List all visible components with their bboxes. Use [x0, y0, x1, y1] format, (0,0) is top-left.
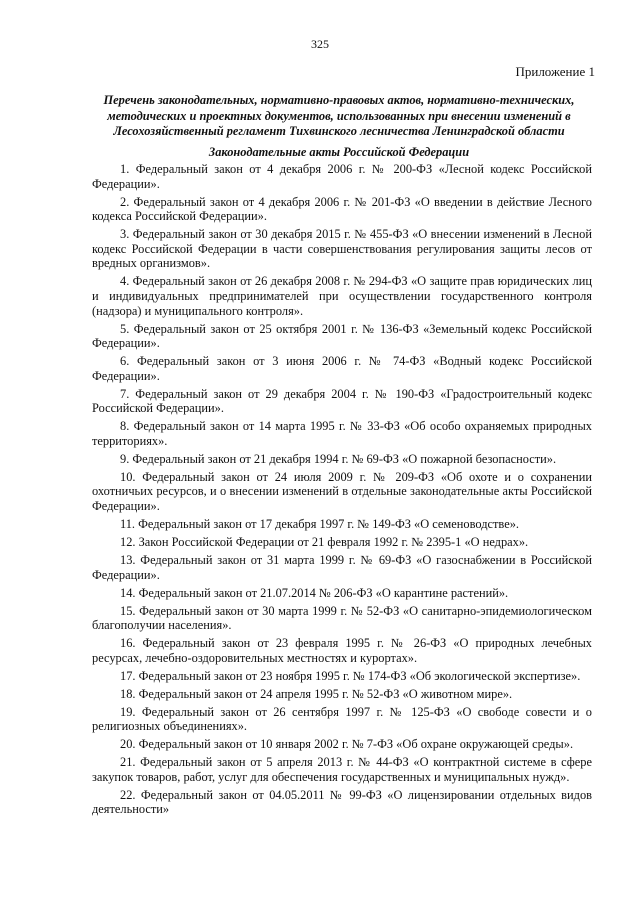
law-item: 9. Федеральный закон от 21 декабря 1994 г. № 69-ФЗ «О пожарной безопасности». [120, 451, 557, 466]
law-item: 6. Федеральный закон от 3 июня 2006 г. № 74-ФЗ «Водный кодекс Российской Федерации». [92, 354, 592, 383]
law-item: 2. Федеральный закон от 4 декабря 2006 г. № 201-ФЗ «О введении в действие Лесного кодекса Российской Федерации». [92, 194, 592, 224]
law-item: 18. Федеральный закон от 24 апреля 1995 г. № 52-ФЗ «О животном мире». [120, 686, 513, 701]
law-item: 5. Федеральный закон от 25 октября 2001 г. № 136-ФЗ «Земельный кодекс Российской Федерации». [92, 321, 592, 351]
law-item: 14. Федеральный закон от 21.07.2014 № 206-ФЗ «О карантине растений». [120, 585, 509, 600]
law-item: 15. Федеральный закон от 30 марта 1999 г. № 52-ФЗ «О санитарно-эпидемиологическом благополучии населения». [92, 603, 592, 633]
law-item: 7. Федеральный закон от 29 декабря 2004 г. № 190-ФЗ «Градостроительный кодекс Российской Федерации». [92, 386, 592, 416]
law-item: 4. Федеральный закон от 26 декабря 2008 г. № 294-ФЗ «О защите прав юридических лиц и индивидуальных предпринимателей при осуществлении государственного контроля (надзора) и муниципального контроля». [92, 274, 592, 318]
law-item: 8. Федеральный закон от 14 марта 1995 г. № 33-ФЗ «Об особо охраняемых природных территориях». [92, 419, 592, 448]
page-number: 325 [311, 37, 329, 51]
law-item: 3. Федеральный закон от 30 декабря 2015 г. № 455-ФЗ «О внесении изменений в Лесной кодекс Российской Федерации в части совершенствования регулирования защиты лесов от вредных организмов». [92, 227, 592, 271]
law-item: 11. Федеральный закон от 17 декабря 1997 г. № 149-ФЗ «О семеноводстве». [120, 516, 519, 531]
law-item: 21. Федеральный закон от 5 апреля 2013 г. № 44-ФЗ «О контрактной системе в сфере закупок товаров, работ, услуг для обеспечения государственных и муниципальных нужд». [92, 755, 592, 784]
document-title: Перечень законодательных, нормативно-правовых актов, нормативно-технических, методических и проектных документов, использованных при внесении изменений в Лесохозяйственный регламент Тихвинского лесничества Ленинградской области [103, 93, 575, 138]
law-item: 22. Федеральный закон от 04.05.2011 № 99-ФЗ «О лицензировании отдельных видов деятельности» [92, 787, 592, 817]
law-item: 12. Закон Российской Федерации от 21 февраля 1992 г. № 2395-1 «О недрах». [120, 534, 529, 549]
law-item: 10. Федеральный закон от 24 июля 2009 г. № 209-ФЗ «Об охоте и о сохранении охотничьих ресурсов, и о внесении изменений в отдельные законодательные акты Российской Федерации». [92, 469, 592, 513]
laws-list [92, 162, 592, 820]
section-heading: Законодательные акты Российской Федерации [208, 145, 470, 159]
law-item: 1. Федеральный закон от 4 декабря 2006 г. № 200-ФЗ «Лесной кодекс Российской Федерации». [92, 162, 592, 191]
law-item: 16. Федеральный закон от 23 февраля 1995 г. № 26-ФЗ «О природных лечебных ресурсах, лечебно-оздоровительных местностях и курортах». [92, 636, 592, 665]
law-item: 20. Федеральный закон от 10 января 2002 г. № 7-ФЗ «Об охране окружающей среды». [120, 737, 574, 752]
law-item: 13. Федеральный закон от 31 марта 1999 г. № 69-ФЗ «О газоснабжении в Российской Федерации». [92, 552, 592, 582]
law-item: 19. Федеральный закон от 26 сентября 1997 г. № 125-ФЗ «О свободе совести и о религиозных объединениях». [92, 704, 592, 734]
law-item: 17. Федеральный закон от 23 ноября 1995 г. № 174-ФЗ «Об экологической экспертизе». [120, 668, 581, 683]
appendix-label: Приложение 1 [515, 64, 595, 79]
